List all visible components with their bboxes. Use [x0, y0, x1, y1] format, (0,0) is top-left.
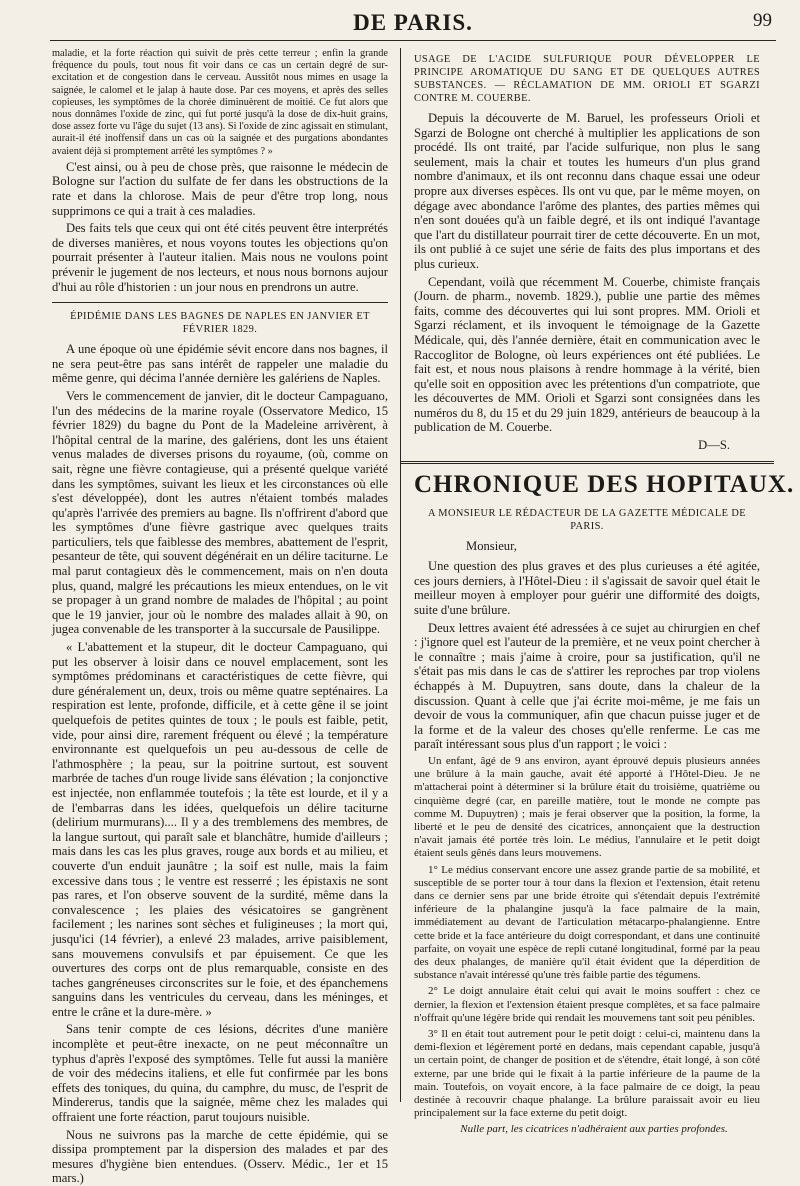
paragraph: A une époque où une épidémie sévit encore dans nos bagnes, il ne sera peut-être pas sans intérêt de rappeler une maladie du même genre, qui décima l'année dernière les galériens de Naples. [52, 342, 388, 386]
signature: D—S. [698, 438, 730, 453]
section-heading: USAGE DE L'ACIDE SULFURIQUE POUR DÉVELOPPER LE PRINCIPE AROMATIQUE DU SANG ET DE QUELQUES AUTRES SUBSTANCES. — RÉCLAMATION DE MM. ORIOLI ET SGARZI CONTRE M. COUERBE. [414, 54, 760, 104]
running-head: DE PARIS. [353, 10, 473, 35]
paragraph: Deux lettres avaient été adressées à ce sujet au chirurgien en chef : j'ignore quel est l'auteur de la première, et ne veux point chercher à le connaître ; mais j'aime à croire, pour sa justification, qu'il ne s'était pas mis dans le cas de s'attirer les reproches par trop violens échappés à M. Dupuytren, sans doute, dans la chaleur de la discussion. Quant à celle que j'ai écrite moi-même, je me fais un devoir de vous la communiquer, afin que chacun puisse juger et de la forme et de la valeur des choses qu'elle renferme. Le cas me paraît intéressant sous plus d'un rapport ; le voici : [414, 620, 760, 752]
paragraph: Depuis la découverte de M. Baruel, les professeurs Orioli et Sgarzi de Bologne ont cherché à multiplier les applications de son procédé. Ils ont traité, par l'acide sulfurique, non plus le sang seulement, mais la chair et toutes les humeurs d'un plus grand nombre d'animaux, et ils ont reconnu dans chaque essai une odeur propre aux diverses espèces. Ils ont vu que, par le même moyen, on dégage avec abondance l'arôme des plantes, des parties mêmes qui n'en sont douées qu'à un faible degré, et ils ont indiqué l'avantage que l'art du distillateur pourrait tirer de cette découverte. En un mot, ils ont publié à ce sujet une série de faits des plus importans et des plus curieux. [414, 111, 760, 271]
paragraph: Vers le commencement de janvier, dit le docteur Campaguano, l'un des médecins de la marine royale (Osservatore Medico, 15 février 1829) du bagne du Pont de la Madeleine arrivèrent, à l'hôpital central de la marine, des galériens, dont les uns étaient venus malades de diverses prisons du royaume, (où, comme on sait, règne une fièvre contagieuse, qui a présenté quelque variété dans les symptômes, suivant les lieux et les circonstances où elle s'est développée), dont les autres n'étaient tombés malades qu'après l'arrivée des premiers au bagne. Ils n'offrirent d'abord que les symptômes d'une fièvre gastrique avec quelques traits particuliers, tels que faiblesse des membres, abattement de l'esprit, pesanteur de tête, qui souvent dégénérait en un délire taciturne. Le mal parut contagieux dès le commencement, mais on n'en douta plus, quand, malgré les précautions les mieux entendues, on le vit se propager à un grand nombre de malades de l'hôpital ; au point que le 19 janvier, jour où le nombre des malades allait à 90, on jugea convenable de les transporter à la succursale de Pausilippe. [52, 388, 388, 637]
paragraph: Cependant, voilà que récemment M. Couerbe, chimiste français (Journ. de pharm., novemb. 1829.), publie une partie des mêmes faits, comme des découvertes qui lui sont propres. MM. Orioli et Sgarzi réclament, et ils invoquent le témoignage de la Gazette Médicale, qui, dès l'année dernière, était en communication avec le Raccoglitor de Bologne, où leurs expériences ont été publiées. Le fait est, et nous nous plaisons à rendre hommage à la vérité, bien qu'elle soit en opposition avec les prétentions d'un compatriote, que les découvertes de MM. Orioli et Sgarzi sont consignées dans les numéros du 8, du 15 et du 29 juin 1829, antérieurs de beaucoup à la publication de M. Couerbe. [414, 274, 760, 435]
page-number: 99 [753, 10, 772, 31]
letter-paragraph: Un enfant, âgé de 9 ans environ, ayant éprouvé depuis plusieurs années une brûlure à la main gauche, avait été apporté à l'Hôtel-Dieu. Je ne m'attacherai point à déterminer si la brûlure était du troisième, quatrième ou cinquième degré (car, en pareille matière, tout le monde ne compte pas comme M. Dupuytren) ; mais je ferai observer que la position, la forme, la liberté et le peu de densité des cicatrices, annonçaient que la destruction n'avait jamais été portée très loin. Le médius, l'annulaire et le petit doigt étaient seuls gênés dans leurs mouvemens. [414, 754, 760, 860]
paragraph: Une question des plus graves et des plus curieuses a été agitée, ces jours derniers, à l'Hôtel-Dieu : il s'agissait de savoir quel était le meilleur moyen à employer pour guérir une difformité des doigts, suite d'une brûlure. [414, 559, 760, 618]
left-column [52, 48, 388, 1186]
letter-paragraph: 2° Le doigt annulaire était celui qui avait le moins souffert : chez ce dernier, la flexion et l'extension étaient presque complètes, et sa face palmaire n'offrait qu'une légère bride qui rendait les mouvemens tant soit peu pénibles. [414, 985, 760, 1024]
page-header [50, 6, 776, 41]
letter-paragraph: 1° Le médius conservant encore une assez grande partie de sa mobilité, et susceptible de se porter tour à tour dans la flexion et l'extension, était retenu dans ce dernier sens par une bride étroite qui s'étendait depuis l'extrémité inférieure de la phalangine jusqu'à la face palmaire de la main, immédiatement au devant de l'articulation métacarpo-phalangienne. Entre cette bride et la face antérieure du doigt correspondant, et dans une continuité parfaite, on voyait une espèce de repli cutané longitudinal, formé par la peau des deux phalanges, de manière qu'il était évident que la déperdition de substance n'avait intéressé qu'une très faible partie des tégumens. [414, 863, 760, 982]
quoted-case-ending [52, 48, 388, 158]
section-heading: ÉPIDÉMIE DANS LES BAGNES DE NAPLES EN JANVIER ET FÉVRIER 1829. [70, 311, 370, 336]
paragraph: Des faits tels que ceux qui ont été cités peuvent être interprétés de diverses manières, et nous voyons toutes les objections qu'on pourrait présenter à l'auteur italien. Mais nous ne voulons point prévenir le jugement de nos lecteurs, et nous nous bornons aujour d'hui au rôle d'historien : un jour nous en prendrons un autre. [52, 221, 388, 294]
section-divider [52, 302, 388, 303]
paragraph: Nous ne suivrons pas la marche de cette épidémie, qui se dissipa promptement par la dispersion des malades et par des mesures d'hygiène bien entendues. (Osserv. Médic., 1er et 15 mars.) [52, 1127, 388, 1186]
letter-paragraph: 3° Il en était tout autrement pour le petit doigt : celui-ci, maintenu dans la demi-flexion et légèrement porté en dedans, mais cependant capable, jusqu'à un certain point, de changer de position et de s'étendre, était longé, à son côté externe, par une bride qui le fixait à la partie inférieure de la paume de la main. Toutefois, on voyait encore, à la face palmaire de ce doigt, la peau destinée à recouvrir chaque phalange. La brûlure paraissait avoir eu lieu principalement sur la face externe du petit doigt. [414, 1028, 760, 1120]
letter-address: A MONSIEUR LE RÉDACTEUR DE LA GAZETTE MÉDICALE DE PARIS. [427, 507, 746, 532]
letter-closing: Nulle part, les cicatrices n'adhéraient aux parties profondes. [460, 1123, 728, 1136]
section-divider [400, 461, 774, 464]
quote-paragraph: maladie, et la forte réaction qui suivit de près cette terreur ; enfin la grande fréquence du pouls, tout nous fit voir dans ce cas un certain degré de sur-excitation et de congestion dans le cerveau. Aussitôt nous mimes en usage la saignée, le calomel et le jalap à haute dose. Par ces moyens, et après des selles copieuses, les symptômes de la chorée diminuèrent de moitié. Ce fut alors que nous donnâmes l'oxide de zinc, qui fut porté jusqu'à la dose de dix-huit grains, dose assez forte vu l'âge du sujet (13 ans). Si l'oxide de zinc agissait en stimulant, aurait-il été inoffensif dans un cas où la saignée et des purgations abondantes avaient déjà si promptement arrêté les symptômes ? » [52, 48, 388, 157]
column-divider [400, 48, 401, 1102]
quoted-letter [414, 755, 760, 1137]
paragraph: « L'abattement et la stupeur, dit le docteur Campaguano, qui put les observer à loisir dans ce nouvel emplacement, sont les symptômes prédominans et caractéristiques de cette fièvre, qui dure généralement un, deux, trois ou même quatre septénaires. La respiration est lente, profonde, difficile, et à cette gêne il se joint quelquefois de petites quintes de toux ; le pouls est faible, petit, vide, pour ainsi dire, rarement fréquent ou élevé ; la température environnante est quelquefois un peu au-dessous de celle de l'athmosphère ; la peau, sur la poitrine surtout, est souvent marbrée de taches d'un rouge livide sans élévation ; la conjonctive est injectée, non enflammée toutefois ; la tête est lourde, et il y a de l'embarras dans les idées, quelquefois un délire taciturne (delirium murmurans).... Il y a des tremblemens des membres, de la langue surtout, qui paraît sale et blanchâtre, humide d'ailleurs ; mais dans les cas les plus graves, rouge aux bords et au milieu, et couverte d'un enduit jaunâtre ; la soif est nulle, mais la faim excessive dans tous ; le ventre est resserré ; les épistaxis ne sont pas rares, et l'on observe souvent de la surdité, même dans la convalescence ; les plaies des vésicatoires se gangrènent facilement ; les narines sont sèches et fuligineuses ; la mort qui, jusqu'ici (14 février), a enlevé 23 malades, arrive paisiblement, sans mouvemens convulsifs et par épuisement. Ce que les ouvertures des corps ont de plus remarquable, consiste en des taches gangréneuses circonscrites sur le foie, et des épanchemens sanguins dans les ventricules du cerveau, dans les méninges, et entre le crâne et la dure-mère. » [52, 640, 388, 1019]
chronique-title: CHRONIQUE DES HOPITAUX. [414, 470, 795, 498]
paragraph: Sans tenir compte de ces lésions, décrites d'une manière incomplète et peut-être inexacte, on ne peut méconnaître un typhus d'après l'exposé des symptômes. Telle fut aussi la manière de voir des médecins italiens, et elle fut confirmée par les bons effets des toniques, du quina, du camphre, du musc, de l'esprit de Mindererus, tandis que la saignée, même chez les malades qui offraient une forte réaction, parut toujours nuisible. [52, 1022, 388, 1125]
salutation: Monsieur, [466, 538, 517, 553]
right-column [414, 48, 795, 1136]
paragraph: C'est ainsi, ou à peu de chose près, que raisonne le médecin de Bologne sur l'action du sulfate de fer dans les obstructions de la rate et dans la chlorose. Mais de peur d'être trop long, nous supprimons ce qui a trait à ces maladies. [52, 159, 388, 218]
